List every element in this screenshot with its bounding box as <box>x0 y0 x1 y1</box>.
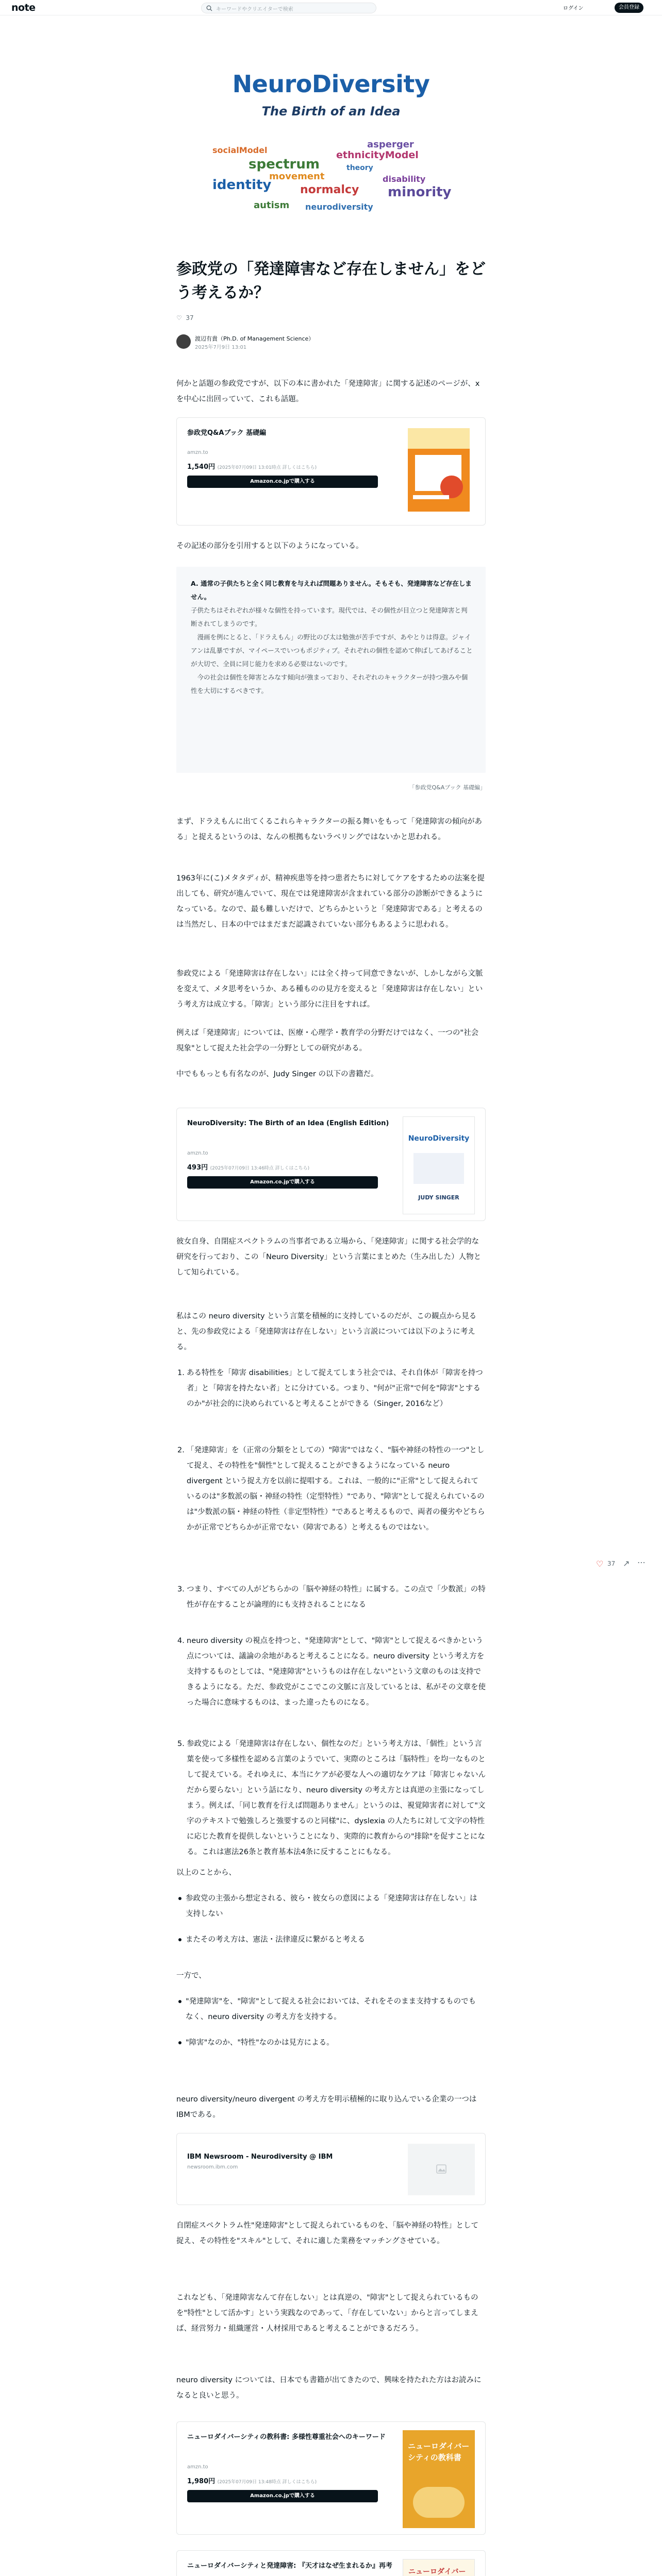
cloud-word: ethnicityModel <box>336 149 419 161</box>
avatar[interactable] <box>176 334 191 349</box>
cloud-word: spectrum <box>249 157 320 172</box>
paragraph: 中でももっとも有名なのが、Judy Singer の以下の書籍だ。 <box>176 1070 378 1078</box>
like-count: 37 <box>186 314 194 321</box>
embed-card-amazon[interactable] <box>176 2550 486 2576</box>
card-title[interactable]: ニューロダイバーシティと発達障害: 『天才はなぜ生まれるか』再考 <box>187 2562 392 2570</box>
book-cover-image[interactable] <box>403 2430 475 2528</box>
list-item: 1. ある特性を「障害 disabilities」として捉えてしまう社会では、それ自体が「障害を持つ者」と「障害を持たない者」とに分けている。つまり、"何が"正常"で何を"障害"とするのか"が社会的に決められていると考えることができる（Singer, 2016など） <box>177 1369 483 1408</box>
paragraph: 参政党による「発達障害は存在しない」には全く持って同意できないが、しかしながら文脈を変えて、メタ思考をいうか、ある種ものの見方を変えると「発達障害は存在しない」という考え方は成立する。「障害」という部分に注目をすれば。 <box>176 970 483 1009</box>
note-logo[interactable]: note <box>11 2 36 13</box>
book-cover-image[interactable] <box>403 1116 475 1214</box>
cloud-word: autism <box>254 200 290 211</box>
book-cover-image[interactable] <box>403 426 475 514</box>
card-source: newsroom.ibm.com <box>187 2164 238 2170</box>
quote-text <box>191 577 473 698</box>
login-link[interactable]: ログイン <box>563 6 584 11</box>
list-item: 3. つまり、すべての人がどちらかの「脳や神経の特性」に属する。この点で「少数派」の特性が存在することが論理的にも支持されることになる <box>177 1585 486 1609</box>
paragraph: 自閉症スペクトラム性"発達障害"として捉えられているものを、「脳や神経の特性」として捉え、その特性を"スキル"として、それに適した業務をマッチングさせている。 <box>176 2222 478 2245</box>
list-item: 2. 「発達障害」を（正常の分類をとしての）"障害"ではなく、"脳や神経の特性の一つ"として捉え、その特性を"個性"として捉えることができるようになっている neuro divergent という捉え方を以前に提唱する。これは、一般的に"正常"として捉えられているのは"多数派の脳・神経の特性（定型特性）"であり、"障害"として捉えられているのは"少数派の脳・神経の特性（非定型特性）"であると考えるもので、両者の優劣やどちらかが正常でどちらかが正常でない（障害である）と考えるものではない。 <box>177 1446 485 1532</box>
quote-lead: A. 通常の子供たちと全く同じ教育を与えれば問題ありません。そもそも、発達障害など存在しません。 <box>191 580 472 601</box>
list-item: "障害"なのか、"特性"なのかは見方による。 <box>186 2035 481 2050</box>
paragraph: これなども、「発達障害なんて存在しない」とは真逆の、"障害"として捉えられているものを"特性"として活かす」という実践なのであって、「存在していない」からと言ってしまえば、経営努力・組織運営・人材採用であると考えることができるだろう。 <box>176 2294 478 2333</box>
top-navigation-bar <box>0 0 662 15</box>
paragraph: まず、ドラえもんに出てくるこれらキャラクターの振る舞いをもって「発達障害の傾向がある」と捉えるというのは、なんの根拠もないラベリングではないかと思われる。 <box>176 818 483 841</box>
paragraph: neuro diversity/neuro divergent の考え方を明示積極的に取り込んでいる企業の一つはIBMである。 <box>176 2095 477 2119</box>
list-item: "発達障害"を、"障害"として捉える社会においては、それをそのまま支持するものでもなく、neuro diversity の考え方を支持する。 <box>186 1994 481 2025</box>
card-price: 1,540円 (2025年07月09日 13:01時点 詳しくはこちら) <box>187 463 317 471</box>
paragraph: 以上のことから、 <box>176 1869 236 1877</box>
article-header-image <box>181 52 481 227</box>
link-thumbnail[interactable] <box>408 2144 475 2195</box>
cloud-word: minority <box>388 184 452 200</box>
cloud-word: neurodiversity <box>305 202 373 212</box>
share-icon[interactable]: ↗ <box>623 1558 630 1568</box>
amazon-buy-button[interactable]: Amazon.co.jpで購入する <box>187 2490 378 2502</box>
image-placeholder-icon <box>436 2164 446 2174</box>
paragraph: 私はこの neuro diversity という言葉を積極的に支持しているのだが、この観点から見ると、先の参政党による「発達障害は存在しない」という言説については以下のように考える。 <box>176 1312 477 1351</box>
hero-subtitle: The Birth of an Idea <box>261 104 401 118</box>
card-source: amzn.to <box>187 2464 208 2470</box>
like-counter[interactable] <box>176 314 194 321</box>
card-title[interactable]: IBM Newsroom - Neurodiversity @ IBM <box>187 2153 333 2161</box>
embed-card-amazon[interactable] <box>176 417 486 526</box>
card-title[interactable]: NeuroDiversity: The Birth of an Idea (English Edition) <box>187 1120 389 1127</box>
cloud-word: movement <box>269 171 325 182</box>
heart-icon[interactable]: ♡ <box>596 1559 604 1569</box>
search-icon <box>206 5 212 11</box>
list-item: またその考え方は、憲法・法律違反に繋がると考える <box>186 1932 481 1947</box>
search-placeholder: キーワードやクリエイターで検索 <box>216 7 293 12</box>
amazon-buy-button[interactable]: Amazon.co.jpで購入する <box>187 476 378 488</box>
heart-icon[interactable]: ♡ <box>176 314 182 321</box>
paragraph: 1963年に(こ)メタタディが、精神疾患等を持つ患者たちに対してケアをするための法案を提出しても、研究が進んでいて、現在では発達障害が含まれている部分の診断ができるようになっている。なので、最も難しいだけで、どちらかというと「発達障害である」と考えるのは当然だし、日本の中ではまだまだ認識されていない部分もあるように思われる。 <box>176 874 485 929</box>
signup-button[interactable]: 会員登録 <box>615 3 643 13</box>
paragraph: 一方で、 <box>176 1972 206 1980</box>
floating-action-bar <box>596 1556 658 1571</box>
cloud-word: disability <box>383 174 426 184</box>
quote-source: 「参政党Q&Aブック 基礎編」 <box>409 784 486 791</box>
cloud-word: identity <box>212 177 272 193</box>
more-icon[interactable]: ⋯ <box>637 1557 646 1567</box>
blockquote <box>176 567 486 773</box>
card-title[interactable]: ニューロダイバーシティの教科書: 多様性尊重社会へのキーワード <box>187 2433 386 2441</box>
cover-author: JUDY SINGER <box>418 1194 459 1201</box>
paragraph: 何かと話題の参政党ですが、以下の本に書かれた「発達障害」に関する記述のページが、xを中心に出回っていて、これも話題。 <box>176 380 480 403</box>
author-info[interactable] <box>176 332 486 353</box>
paragraph: 例えば「発達障害」については、医療・心理学・教育学の分野だけではなく、一つの"社会現象"として捉えた社会学の一分野としての研究がある。 <box>176 1029 479 1053</box>
word-cloud <box>181 134 481 227</box>
card-price: 493円 (2025年07月09日 13:46時点 詳しくはこちら) <box>187 1164 310 1172</box>
cloud-word: asperger <box>367 139 414 150</box>
publish-date: 2025年7月9日 13:01 <box>195 345 247 350</box>
embed-card-amazon[interactable] <box>176 1108 486 1221</box>
author-name[interactable]: 渡辺有貴（Ph.D. of Management Science） <box>195 335 315 342</box>
cover-title: NeuroDiversity <box>408 1134 470 1143</box>
book-cover-image[interactable] <box>403 2559 475 2576</box>
paragraph: その記述の部分を引用すると以下のようになっている。 <box>176 542 363 550</box>
cover-title: ニューロダイバー <box>408 2568 466 2576</box>
card-price: 1,980円 (2025年07月09日 13:48時点 詳しくはこちら) <box>187 2478 317 2485</box>
list-item: 5. 参政党による「発達障害は存在しない、個性なのだ」という考え方は、「個性」という言葉を使って多様性を認める言葉のようでいて、実際のところは「脳特性」を均一なものとして捉えている。それゆえに、本当にケアが必要な人への適切なケアは「障害じゃないんだから要らない」という話になり、neuro diversity の考え方とは真逆の主張になってしまう。例えば、「同じ教育を行えば問題ありません」というのは、視覚障害者に対して"文字のテキストで勉強しろと強要するのと同様"に、dyslexia の人たちに対して文字の特性に応じた教育を提供しないということになり、実際的に教育からの"排除"を促すことになる。これは憲法26条と教育基本法4条に反することにもなる。 <box>177 1740 486 1856</box>
cover-title: ニューロダイバーシティの教科書 <box>408 2442 470 2462</box>
like-count: 37 <box>607 1560 616 1567</box>
article-title: 参政党の「発達障害など存在しません」をどう考えるか？ <box>176 260 486 302</box>
card-title[interactable]: 参政党Q&Aブック 基礎編 <box>187 429 267 437</box>
cloud-word: theory <box>346 164 373 172</box>
amazon-buy-button[interactable]: Amazon.co.jpで購入する <box>187 1176 378 1189</box>
hero-title: NeuroDiversity <box>232 70 430 98</box>
cloud-word: normalcy <box>300 183 359 196</box>
embed-card-amazon[interactable] <box>176 2421 486 2535</box>
ordered-list <box>177 1365 486 1856</box>
paragraph: neuro diversity については、日本でも書籍が出てきたので、興味を持たれた方はお読みになると良いと思う。 <box>176 2376 482 2400</box>
list-item: 参政党の主張から想定される、彼ら・彼女らの意図による「発達障害は存在しない」は支持しない <box>186 1891 481 1922</box>
search-input[interactable] <box>201 3 376 13</box>
paragraph: 彼女自身、自閉症スペクトラムの当事者である立場から、「発達障害」に関する社会学的な研究を行っており、この「Neuro Diversity」という言葉にまとめた（生み出した）人物として知られている。 <box>176 1238 482 1277</box>
card-source: amzn.to <box>187 1150 208 1156</box>
card-source: amzn.to <box>187 450 208 455</box>
cloud-word: socialModel <box>212 145 268 155</box>
quote-body: 子供たちはそれぞれが様々な個性を持っています。現代では、その個性が目立つと発達障害と判断されてしまうのです。 漫画を例にとると、「ドラえもん」の野比のび太は勉強が苦手ですが、あやとりは得意。ジャイアンは乱暴ですが、マイペースでいつもポジティブ。それぞれの個性を認めて伸ばしてあげることが大切で、全員に同じ能力を求める必要はないのです。 今の社会は個性を障害とみなす傾向が強まっており、それぞれのキャラクターが持つ強みや個性を大切にするべきです。 <box>191 606 473 694</box>
embed-card-link[interactable] <box>176 2133 486 2205</box>
list-item: 4. neuro diversity の視点を持つと、"発達障害"として、"障害"として捉えるべきかという点については、議論の余地があると考えることになる。neuro diversity という考え方を支持するものとしては、"発達障害"というものは存在しない"という文章のものは支持できるようになる。ただ、参政党がここでこの文脈に言及しているとは、私がその文章を使った場合に意味するものは、まった違ったものになる。 <box>177 1637 486 1707</box>
